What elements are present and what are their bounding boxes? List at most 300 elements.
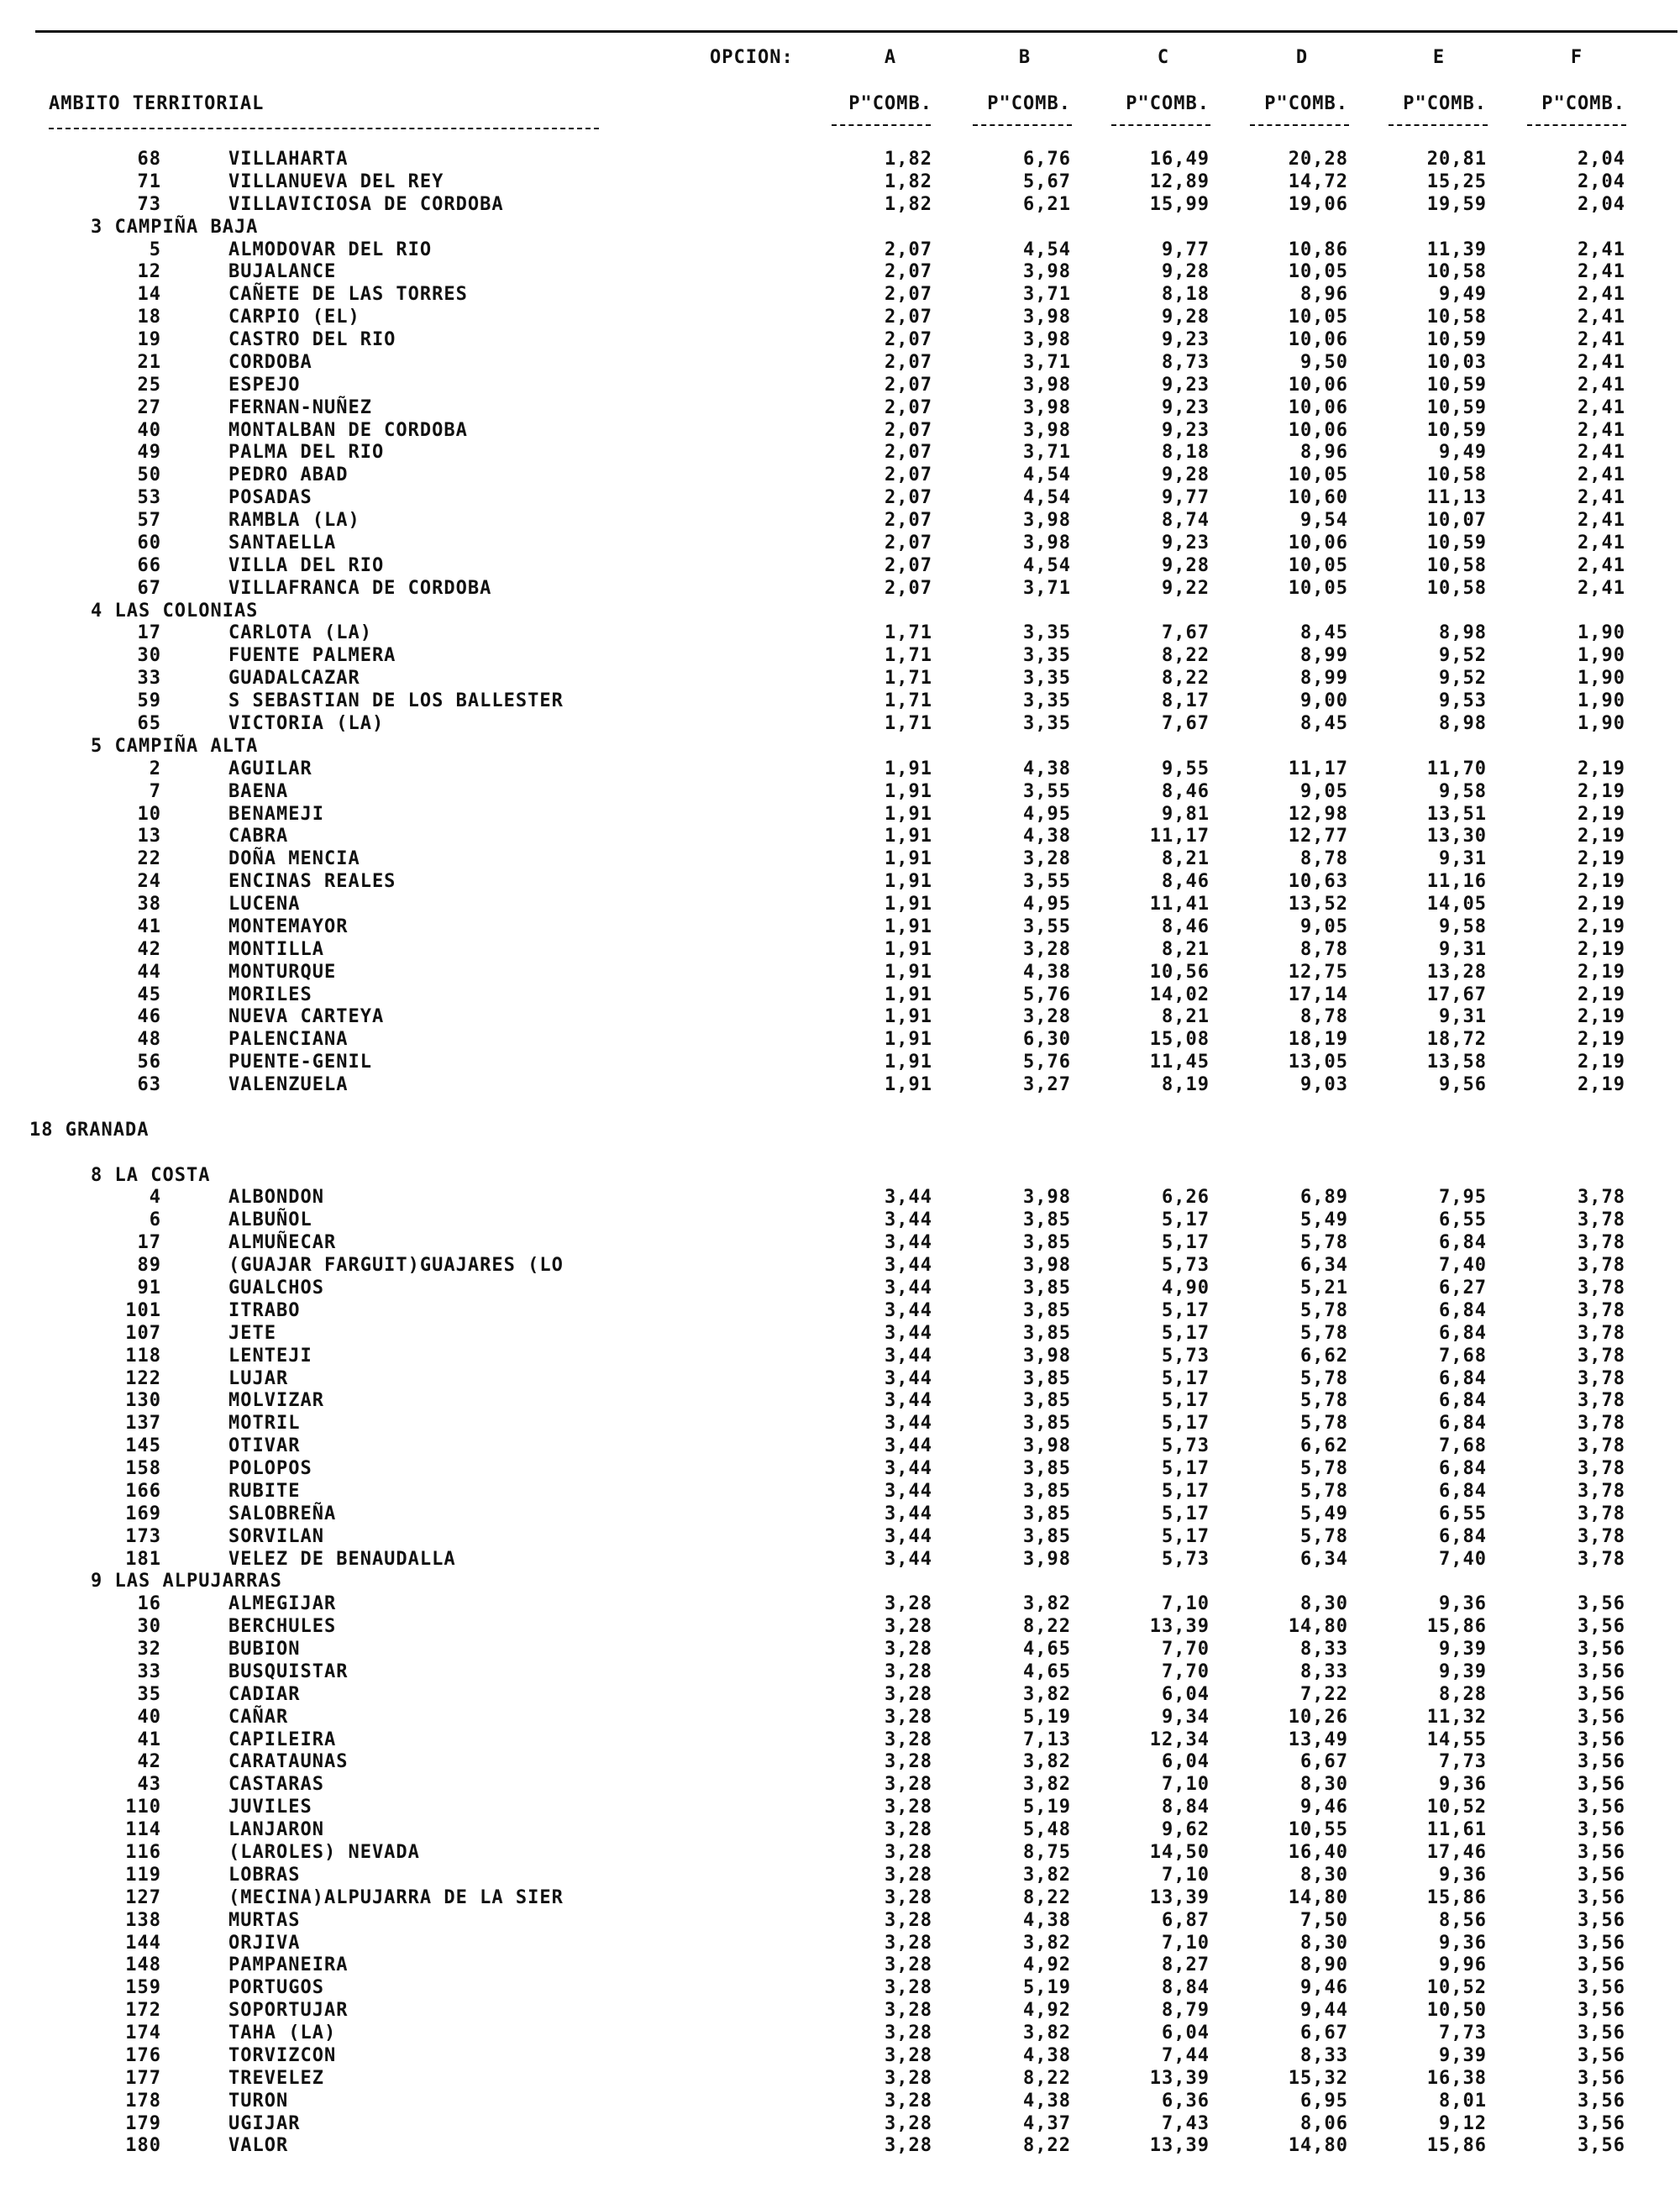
value-cell-f: 3,56 <box>1578 1707 1625 1728</box>
value-cell-d: 8,99 <box>1300 645 1348 666</box>
value-cell-c: 9,23 <box>1162 420 1210 441</box>
value-cell-c: 8,46 <box>1162 781 1210 802</box>
value-cell-c: 8,46 <box>1162 916 1210 937</box>
value-cell-f: 2,41 <box>1578 239 1625 260</box>
value-cell-a: 3,28 <box>885 2091 932 2112</box>
value-cell-c: 8,19 <box>1162 1074 1210 1095</box>
value-cell-e: 13,51 <box>1426 804 1487 825</box>
value-cell-e: 10,59 <box>1426 329 1487 350</box>
value-cell-c: 8,46 <box>1162 871 1210 892</box>
value-cell-d: 10,05 <box>1288 261 1348 282</box>
value-cell-f: 3,78 <box>1578 1255 1625 1276</box>
value-cell-c: 5,17 <box>1162 1232 1210 1253</box>
municipality-name: PAMPANEIRA <box>228 1954 349 1975</box>
value-cell-d: 5,78 <box>1300 1232 1348 1253</box>
municipality-code: 10 <box>137 804 161 825</box>
municipality-code: 7 <box>149 781 161 802</box>
value-cell-c: 11,45 <box>1149 1052 1210 1073</box>
value-cell-c: 13,39 <box>1149 2135 1210 2156</box>
value-cell-a: 3,28 <box>885 1977 932 1998</box>
municipality-name: MOLVIZAR <box>228 1390 324 1411</box>
municipality-name: (LAROLES) NEVADA <box>228 1842 420 1863</box>
value-cell-a: 3,44 <box>885 1368 932 1389</box>
value-cell-a: 2,07 <box>885 284 932 305</box>
value-cell-b: 3,35 <box>1023 645 1071 666</box>
value-cell-e: 7,73 <box>1439 2022 1487 2043</box>
value-cell-a: 1,91 <box>885 804 932 825</box>
value-cell-c: 9,23 <box>1162 375 1210 396</box>
value-cell-a: 3,28 <box>885 1774 932 1795</box>
value-cell-d: 10,26 <box>1288 1707 1348 1728</box>
value-cell-f: 3,56 <box>1578 1954 1625 1975</box>
value-cell-d: 9,00 <box>1300 690 1348 711</box>
value-cell-d: 7,22 <box>1300 1684 1348 1705</box>
value-cell-b: 4,54 <box>1023 464 1071 485</box>
value-cell-c: 15,08 <box>1149 1029 1210 1050</box>
value-cell-b: 3,82 <box>1023 1684 1071 1705</box>
value-cell-b: 4,54 <box>1023 487 1071 508</box>
municipality-name: BUJALANCE <box>228 261 337 282</box>
value-cell-b: 3,28 <box>1023 848 1071 869</box>
value-cell-d: 10,06 <box>1288 329 1348 350</box>
value-cell-c: 9,77 <box>1162 487 1210 508</box>
municipality-name: PUENTE-GENIL <box>228 1052 372 1073</box>
value-cell-c: 5,73 <box>1162 1435 1210 1456</box>
value-cell-a: 3,44 <box>885 1526 932 1547</box>
value-cell-d: 6,62 <box>1300 1435 1348 1456</box>
value-cell-f: 2,41 <box>1578 329 1625 350</box>
municipality-code: 179 <box>125 2113 161 2134</box>
value-cell-c: 13,39 <box>1149 1887 1210 1908</box>
value-cell-e: 10,59 <box>1426 375 1487 396</box>
value-cell-a: 3,44 <box>885 1503 932 1524</box>
value-cell-d: 8,96 <box>1300 284 1348 305</box>
value-cell-f: 2,19 <box>1578 1074 1625 1095</box>
value-cell-d: 10,55 <box>1288 1819 1348 1840</box>
value-cell-e: 9,31 <box>1439 848 1487 869</box>
municipality-code: 138 <box>125 1910 161 1931</box>
value-cell-a: 1,71 <box>885 645 932 666</box>
value-cell-f: 3,78 <box>1578 1187 1625 1208</box>
value-cell-a: 3,44 <box>885 1323 932 1344</box>
municipality-code: 180 <box>125 2135 161 2156</box>
value-cell-a: 2,07 <box>885 578 932 599</box>
value-cell-c: 9,55 <box>1162 758 1210 779</box>
value-cell-d: 10,05 <box>1288 578 1348 599</box>
value-cell-d: 8,30 <box>1300 1933 1348 1954</box>
value-cell-c: 5,73 <box>1162 1346 1210 1367</box>
municipality-name: TORVIZCON <box>228 2045 337 2066</box>
value-cell-d: 12,77 <box>1288 826 1348 847</box>
value-cell-a: 3,28 <box>885 1593 932 1614</box>
value-cell-e: 9,58 <box>1439 781 1487 802</box>
municipality-code: 166 <box>125 1481 161 1502</box>
value-cell-e: 15,25 <box>1426 171 1487 192</box>
column-sub-b: P"COMB. <box>987 93 1071 114</box>
value-cell-e: 10,52 <box>1426 1797 1487 1818</box>
value-cell-f: 3,78 <box>1578 1232 1625 1253</box>
value-cell-e: 9,49 <box>1439 284 1487 305</box>
value-cell-f: 1,90 <box>1578 645 1625 666</box>
value-cell-a: 2,07 <box>885 442 932 463</box>
value-cell-c: 8,73 <box>1162 352 1210 373</box>
value-cell-d: 8,90 <box>1300 1954 1348 1975</box>
comarca-label: 8 LA COSTA <box>91 1165 211 1186</box>
value-cell-e: 6,84 <box>1439 1323 1487 1344</box>
value-cell-b: 3,55 <box>1023 871 1071 892</box>
value-cell-a: 3,28 <box>885 2000 932 2021</box>
value-cell-d: 10,60 <box>1288 487 1348 508</box>
municipality-name: SALOBREÑA <box>228 1503 337 1524</box>
value-cell-e: 8,98 <box>1439 622 1487 643</box>
value-cell-f: 2,41 <box>1578 375 1625 396</box>
municipality-name: TURON <box>228 2091 289 2112</box>
value-cell-a: 3,28 <box>885 1842 932 1863</box>
value-cell-e: 11,70 <box>1426 758 1487 779</box>
value-cell-d: 5,78 <box>1300 1526 1348 1547</box>
value-cell-d: 7,50 <box>1300 1910 1348 1931</box>
value-cell-d: 14,80 <box>1288 2135 1348 2156</box>
municipality-code: 42 <box>137 1751 161 1772</box>
value-cell-c: 9,28 <box>1162 555 1210 576</box>
municipality-name: ALMEGIJAR <box>228 1593 337 1614</box>
value-cell-d: 8,06 <box>1300 2113 1348 2134</box>
municipality-name: MONTALBAN DE CORDOBA <box>228 420 468 441</box>
value-cell-c: 5,17 <box>1162 1300 1210 1321</box>
municipality-name: CASTARAS <box>228 1774 324 1795</box>
value-cell-b: 3,85 <box>1023 1413 1071 1434</box>
value-cell-c: 10,56 <box>1149 962 1210 983</box>
value-cell-e: 9,36 <box>1439 1865 1487 1886</box>
value-cell-b: 3,85 <box>1023 1503 1071 1524</box>
value-cell-d: 6,62 <box>1300 1346 1348 1367</box>
value-cell-d: 10,06 <box>1288 397 1348 418</box>
municipality-code: 148 <box>125 1954 161 1975</box>
value-cell-f: 3,56 <box>1578 1751 1625 1772</box>
value-cell-d: 10,06 <box>1288 375 1348 396</box>
municipality-name: OTIVAR <box>228 1435 301 1456</box>
value-cell-c: 5,17 <box>1162 1390 1210 1411</box>
value-cell-c: 11,41 <box>1149 894 1210 915</box>
municipality-code: 118 <box>125 1346 161 1367</box>
value-cell-a: 1,91 <box>885 962 932 983</box>
value-cell-e: 11,61 <box>1426 1819 1487 1840</box>
column-letter-a: A <box>884 47 897 68</box>
value-cell-d: 8,99 <box>1300 668 1348 689</box>
value-cell-b: 3,85 <box>1023 1458 1071 1479</box>
value-cell-b: 3,98 <box>1023 261 1071 282</box>
municipality-name: LUJAR <box>228 1368 289 1389</box>
option-label: OPCION: <box>710 47 794 68</box>
value-cell-a: 1,91 <box>885 1029 932 1050</box>
value-cell-d: 9,44 <box>1300 2000 1348 2021</box>
municipality-code: 40 <box>137 420 161 441</box>
municipality-name: TREVELEZ <box>228 2068 324 2089</box>
value-cell-b: 8,75 <box>1023 1842 1071 1863</box>
value-cell-d: 14,80 <box>1288 1887 1348 1908</box>
value-cell-c: 5,17 <box>1162 1526 1210 1547</box>
municipality-name: ALMUÑECAR <box>228 1232 337 1253</box>
municipality-code: 5 <box>149 239 161 260</box>
value-cell-c: 5,17 <box>1162 1323 1210 1344</box>
value-cell-f: 3,56 <box>1578 2135 1625 2156</box>
value-cell-b: 8,22 <box>1023 2068 1071 2089</box>
value-cell-c: 7,10 <box>1162 1593 1210 1614</box>
municipality-code: 27 <box>137 397 161 418</box>
municipality-name: SOPORTUJAR <box>228 2000 349 2021</box>
municipality-code: 19 <box>137 329 161 350</box>
value-cell-f: 2,19 <box>1578 758 1625 779</box>
value-cell-d: 8,30 <box>1300 1593 1348 1614</box>
value-cell-b: 8,22 <box>1023 1887 1071 1908</box>
value-cell-f: 1,90 <box>1578 622 1625 643</box>
value-cell-c: 9,62 <box>1162 1819 1210 1840</box>
value-cell-d: 12,98 <box>1288 804 1348 825</box>
value-cell-b: 3,85 <box>1023 1390 1071 1411</box>
municipality-code: 18 <box>137 307 161 328</box>
value-cell-a: 1,71 <box>885 622 932 643</box>
value-cell-d: 10,06 <box>1288 533 1348 553</box>
value-cell-b: 3,71 <box>1023 284 1071 305</box>
value-cell-f: 3,78 <box>1578 1390 1625 1411</box>
value-cell-c: 8,27 <box>1162 1954 1210 1975</box>
value-cell-f: 3,78 <box>1578 1368 1625 1389</box>
municipality-code: 41 <box>137 916 161 937</box>
value-cell-e: 7,68 <box>1439 1435 1487 1456</box>
value-cell-d: 5,78 <box>1300 1368 1348 1389</box>
value-cell-d: 13,52 <box>1288 894 1348 915</box>
value-cell-f: 2,04 <box>1578 194 1625 215</box>
municipality-code: 110 <box>125 1797 161 1818</box>
municipality-name: CARLOTA (LA) <box>228 622 372 643</box>
value-cell-f: 3,56 <box>1578 1774 1625 1795</box>
value-cell-d: 5,49 <box>1300 1503 1348 1524</box>
value-cell-a: 2,07 <box>885 533 932 553</box>
municipality-name: PORTUGOS <box>228 1977 324 1998</box>
value-cell-d: 16,40 <box>1288 1842 1348 1863</box>
value-cell-a: 3,28 <box>885 2135 932 2156</box>
value-cell-b: 5,76 <box>1023 1052 1071 1073</box>
value-cell-a: 1,91 <box>885 848 932 869</box>
value-cell-b: 3,98 <box>1023 533 1071 553</box>
value-cell-c: 8,22 <box>1162 668 1210 689</box>
value-cell-b: 3,55 <box>1023 916 1071 937</box>
value-cell-d: 8,78 <box>1300 1006 1348 1027</box>
value-cell-a: 3,28 <box>885 1819 932 1840</box>
value-cell-f: 2,19 <box>1578 804 1625 825</box>
value-cell-b: 3,98 <box>1023 1435 1071 1456</box>
value-cell-f: 3,56 <box>1578 2113 1625 2134</box>
value-cell-e: 6,84 <box>1439 1232 1487 1253</box>
value-cell-a: 2,07 <box>885 375 932 396</box>
value-cell-a: 3,44 <box>885 1346 932 1367</box>
municipality-code: 33 <box>137 668 161 689</box>
value-cell-d: 19,06 <box>1288 194 1348 215</box>
value-cell-e: 16,38 <box>1426 2068 1487 2089</box>
value-cell-d: 8,96 <box>1300 442 1348 463</box>
value-cell-a: 3,44 <box>885 1458 932 1479</box>
value-cell-c: 7,44 <box>1162 2045 1210 2066</box>
value-cell-f: 3,78 <box>1578 1435 1625 1456</box>
municipality-name: CARPIO (EL) <box>228 307 360 328</box>
value-cell-b: 4,95 <box>1023 804 1071 825</box>
municipality-code: 6 <box>149 1209 161 1230</box>
value-cell-a: 2,07 <box>885 239 932 260</box>
value-cell-b: 5,48 <box>1023 1819 1071 1840</box>
municipality-name: MORILES <box>228 984 312 1005</box>
value-cell-a: 3,44 <box>885 1549 932 1570</box>
value-cell-b: 3,98 <box>1023 510 1071 531</box>
value-cell-c: 5,17 <box>1162 1368 1210 1389</box>
municipality-name: JETE <box>228 1323 276 1344</box>
municipality-code: 63 <box>137 1074 161 1095</box>
value-cell-b: 3,85 <box>1023 1526 1071 1547</box>
value-cell-f: 3,78 <box>1578 1278 1625 1298</box>
value-cell-a: 2,07 <box>885 261 932 282</box>
value-cell-f: 3,78 <box>1578 1503 1625 1524</box>
value-cell-b: 4,54 <box>1023 239 1071 260</box>
value-cell-b: 3,98 <box>1023 1549 1071 1570</box>
value-cell-e: 9,53 <box>1439 690 1487 711</box>
value-cell-c: 15,99 <box>1149 194 1210 215</box>
municipality-name: CAÑETE DE LAS TORRES <box>228 284 468 305</box>
value-cell-a: 3,28 <box>885 2045 932 2066</box>
value-cell-c: 9,22 <box>1162 578 1210 599</box>
value-cell-c: 9,81 <box>1162 804 1210 825</box>
value-cell-e: 8,56 <box>1439 1910 1487 1931</box>
comarca-label: 3 CAMPIÑA BAJA <box>91 217 259 238</box>
municipality-name: POSADAS <box>228 487 312 508</box>
value-cell-b: 3,35 <box>1023 690 1071 711</box>
value-cell-b: 3,82 <box>1023 2022 1071 2043</box>
value-cell-d: 17,14 <box>1288 984 1348 1005</box>
value-cell-a: 3,28 <box>885 1684 932 1705</box>
municipality-name: ESPEJO <box>228 375 301 396</box>
municipality-code: 24 <box>137 871 161 892</box>
comarca-label: 4 LAS COLONIAS <box>91 601 259 622</box>
value-cell-a: 1,91 <box>885 1006 932 1027</box>
value-cell-e: 8,28 <box>1439 1684 1487 1705</box>
value-cell-d: 6,67 <box>1300 2022 1348 2043</box>
value-cell-e: 17,67 <box>1426 984 1487 1005</box>
value-cell-a: 3,28 <box>885 1616 932 1637</box>
value-cell-f: 2,41 <box>1578 420 1625 441</box>
municipality-name: CASTRO DEL RIO <box>228 329 396 350</box>
value-cell-f: 2,19 <box>1578 1052 1625 1073</box>
value-cell-e: 11,13 <box>1426 487 1487 508</box>
municipality-code: 71 <box>137 171 161 192</box>
value-cell-d: 14,80 <box>1288 1616 1348 1637</box>
value-cell-b: 3,27 <box>1023 1074 1071 1095</box>
value-cell-c: 5,17 <box>1162 1481 1210 1502</box>
value-cell-d: 9,54 <box>1300 510 1348 531</box>
municipality-name: FUENTE PALMERA <box>228 645 396 666</box>
value-cell-a: 3,28 <box>885 1707 932 1728</box>
value-cell-c: 9,23 <box>1162 397 1210 418</box>
column-underline-d <box>1250 124 1349 126</box>
value-cell-f: 2,19 <box>1578 1029 1625 1050</box>
value-cell-b: 3,35 <box>1023 668 1071 689</box>
value-cell-b: 3,82 <box>1023 1933 1071 1954</box>
value-cell-d: 10,05 <box>1288 307 1348 328</box>
value-cell-e: 9,58 <box>1439 916 1487 937</box>
value-cell-a: 1,82 <box>885 171 932 192</box>
municipality-name: CADIAR <box>228 1684 301 1705</box>
column-underline-a <box>832 124 931 126</box>
value-cell-f: 3,56 <box>1578 1661 1625 1682</box>
value-cell-e: 10,03 <box>1426 352 1487 373</box>
municipality-name: SANTAELLA <box>228 533 337 553</box>
value-cell-e: 9,52 <box>1439 668 1487 689</box>
value-cell-c: 6,36 <box>1162 2091 1210 2112</box>
value-cell-c: 6,04 <box>1162 2022 1210 2043</box>
value-cell-a: 1,91 <box>885 826 932 847</box>
value-cell-d: 10,05 <box>1288 464 1348 485</box>
value-cell-a: 3,28 <box>885 1933 932 1954</box>
value-cell-e: 6,55 <box>1439 1503 1487 1524</box>
municipality-code: 116 <box>125 1842 161 1863</box>
value-cell-e: 9,31 <box>1439 939 1487 960</box>
value-cell-d: 8,33 <box>1300 1639 1348 1660</box>
value-cell-d: 5,49 <box>1300 1209 1348 1230</box>
value-cell-b: 4,37 <box>1023 2113 1071 2134</box>
column-letter-e: E <box>1432 47 1446 68</box>
value-cell-f: 2,41 <box>1578 555 1625 576</box>
value-cell-e: 9,31 <box>1439 1006 1487 1027</box>
value-cell-c: 14,50 <box>1149 1842 1210 1863</box>
municipality-code: 53 <box>137 487 161 508</box>
value-cell-b: 4,92 <box>1023 2000 1071 2021</box>
value-cell-e: 10,59 <box>1426 533 1487 553</box>
value-cell-a: 2,07 <box>885 420 932 441</box>
value-cell-e: 9,96 <box>1439 1954 1487 1975</box>
value-cell-d: 6,89 <box>1300 1187 1348 1208</box>
value-cell-c: 9,23 <box>1162 329 1210 350</box>
value-cell-e: 8,01 <box>1439 2091 1487 2112</box>
value-cell-a: 3,44 <box>885 1278 932 1298</box>
municipality-code: 56 <box>137 1052 161 1073</box>
municipality-name: ALBONDON <box>228 1187 324 1208</box>
municipality-name: PEDRO ABAD <box>228 464 349 485</box>
value-cell-d: 20,28 <box>1288 149 1348 170</box>
municipality-name: PALMA DEL RIO <box>228 442 385 463</box>
municipality-name: VALOR <box>228 2135 289 2156</box>
value-cell-f: 3,56 <box>1578 1910 1625 1931</box>
value-cell-a: 3,44 <box>885 1413 932 1434</box>
value-cell-b: 3,85 <box>1023 1232 1071 1253</box>
value-cell-e: 9,36 <box>1439 1774 1487 1795</box>
municipality-name: GUADALCAZAR <box>228 668 360 689</box>
municipality-name: DOÑA MENCIA <box>228 848 360 869</box>
value-cell-a: 3,28 <box>885 1661 932 1682</box>
value-cell-c: 13,39 <box>1149 1616 1210 1637</box>
value-cell-b: 4,65 <box>1023 1639 1071 1660</box>
municipality-code: 60 <box>137 533 161 553</box>
value-cell-b: 3,98 <box>1023 420 1071 441</box>
municipality-code: 159 <box>125 1977 161 1998</box>
value-cell-d: 9,46 <box>1300 1977 1348 1998</box>
municipality-code: 13 <box>137 826 161 847</box>
value-cell-e: 17,46 <box>1426 1842 1487 1863</box>
value-cell-f: 2,19 <box>1578 984 1625 1005</box>
value-cell-b: 3,98 <box>1023 397 1071 418</box>
value-cell-d: 8,45 <box>1300 622 1348 643</box>
value-cell-c: 6,87 <box>1162 1910 1210 1931</box>
value-cell-b: 3,85 <box>1023 1368 1071 1389</box>
value-cell-c: 8,21 <box>1162 1006 1210 1027</box>
value-cell-f: 1,90 <box>1578 713 1625 734</box>
value-cell-e: 10,58 <box>1426 307 1487 328</box>
